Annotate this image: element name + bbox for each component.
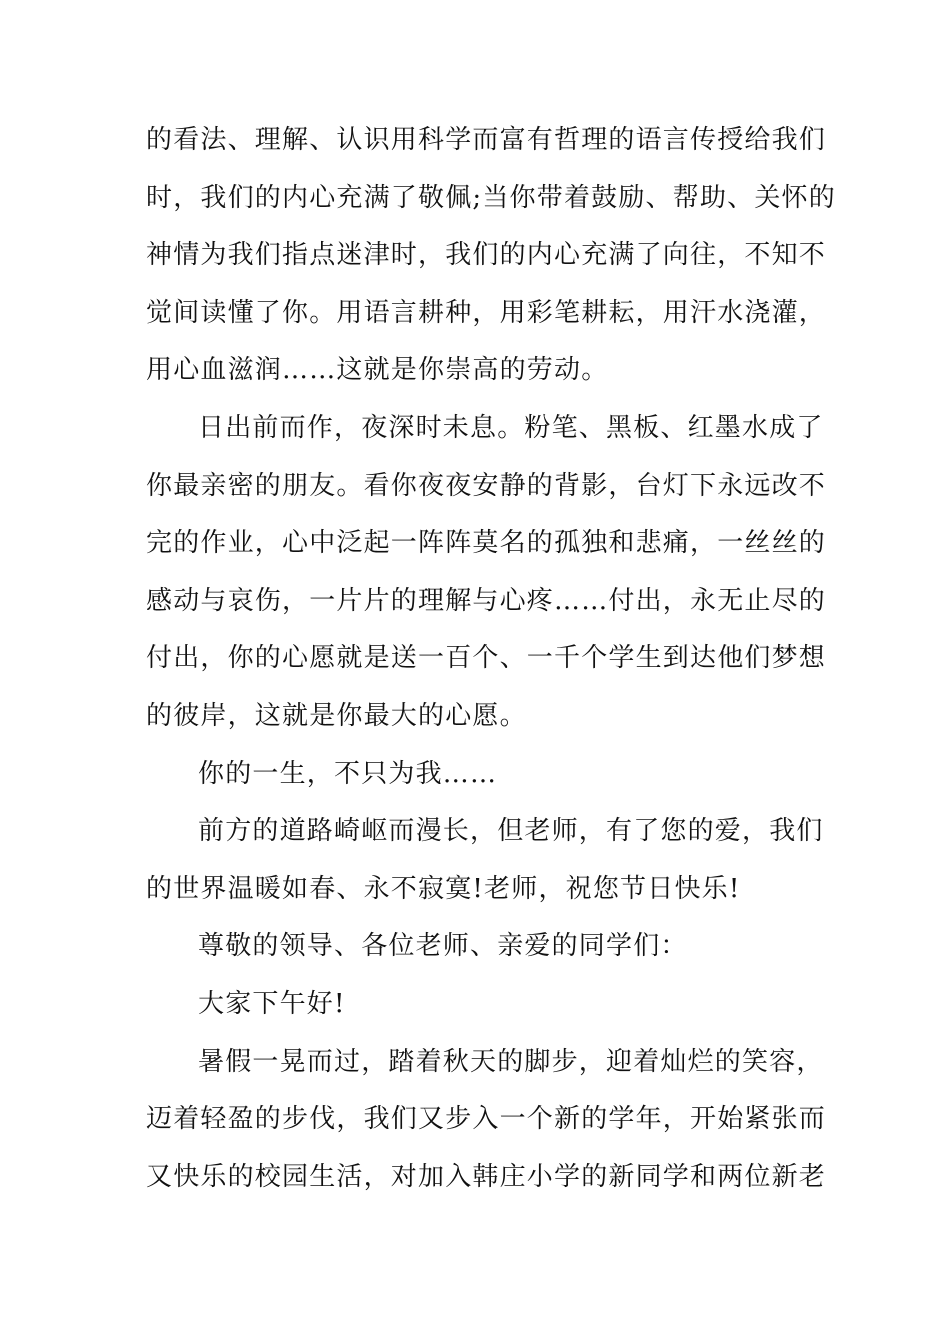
text-line: 你最亲密的朋友。看你夜夜安静的背影，台灯下永远改不	[146, 470, 827, 501]
text-line: 感动与哀伤，一片片的理解与心疼……付出，永无止尽的	[146, 585, 827, 616]
text-line: 日出前而作，夜深时未息。粉笔、黑板、红墨水成了	[198, 412, 824, 443]
paragraph-2	[146, 400, 827, 746]
document-page	[146, 112, 836, 1206]
text-line: 迈着轻盈的步伐，我们又步入一个新的学年，开始紧张而	[146, 1104, 827, 1135]
paragraph-1	[146, 112, 836, 400]
text-line: 的世界温暖如春、永不寂寞!老师，祝您节日快乐!	[146, 873, 741, 904]
text-line: 觉间读懂了你。用语言耕种，用彩笔耕耘，用汗水浇灌，	[146, 297, 827, 328]
paragraph-3	[146, 746, 810, 804]
paragraph-4	[146, 803, 824, 918]
text-line: 尊敬的领导、各位老师、亲爱的同学们：	[198, 931, 688, 962]
text-line: 完的作业，心中泛起一阵阵莫名的孤独和悲痛，一丝丝的	[146, 528, 827, 559]
paragraph-6	[146, 976, 810, 1034]
text-line: 前方的道路崎岖而漫长，但老师，有了您的爱，我们	[198, 816, 824, 847]
text-line: 付出，你的心愿就是送一百个、一千个学生到达他们梦想	[146, 643, 827, 674]
text-line: 你的一生，不只为我……	[198, 758, 498, 789]
text-line: 的看法、理解、认识用科学而富有哲理的语言传授给我们	[146, 125, 827, 155]
text-line: 大家下午好!	[198, 988, 346, 1019]
text-line: 时，我们的内心充满了敬佩;当你带着鼓励、帮助、关怀的	[146, 182, 836, 213]
text-line: 神情为我们指点迷津时，我们的内心充满了向往，不知不	[146, 240, 827, 271]
text-line: 的彼岸，这就是你最大的心愿。	[146, 700, 527, 731]
text-line: 用心血滋润……这就是你崇高的劳动。	[146, 355, 609, 386]
paragraph-5	[146, 918, 810, 976]
paragraph-7	[146, 1034, 827, 1207]
text-line: 又快乐的校园生活，对加入韩庄小学的新同学和两位新老	[146, 1161, 827, 1192]
text-line: 暑假一晃而过，踏着秋天的脚步，迎着灿烂的笑容，	[198, 1046, 824, 1077]
